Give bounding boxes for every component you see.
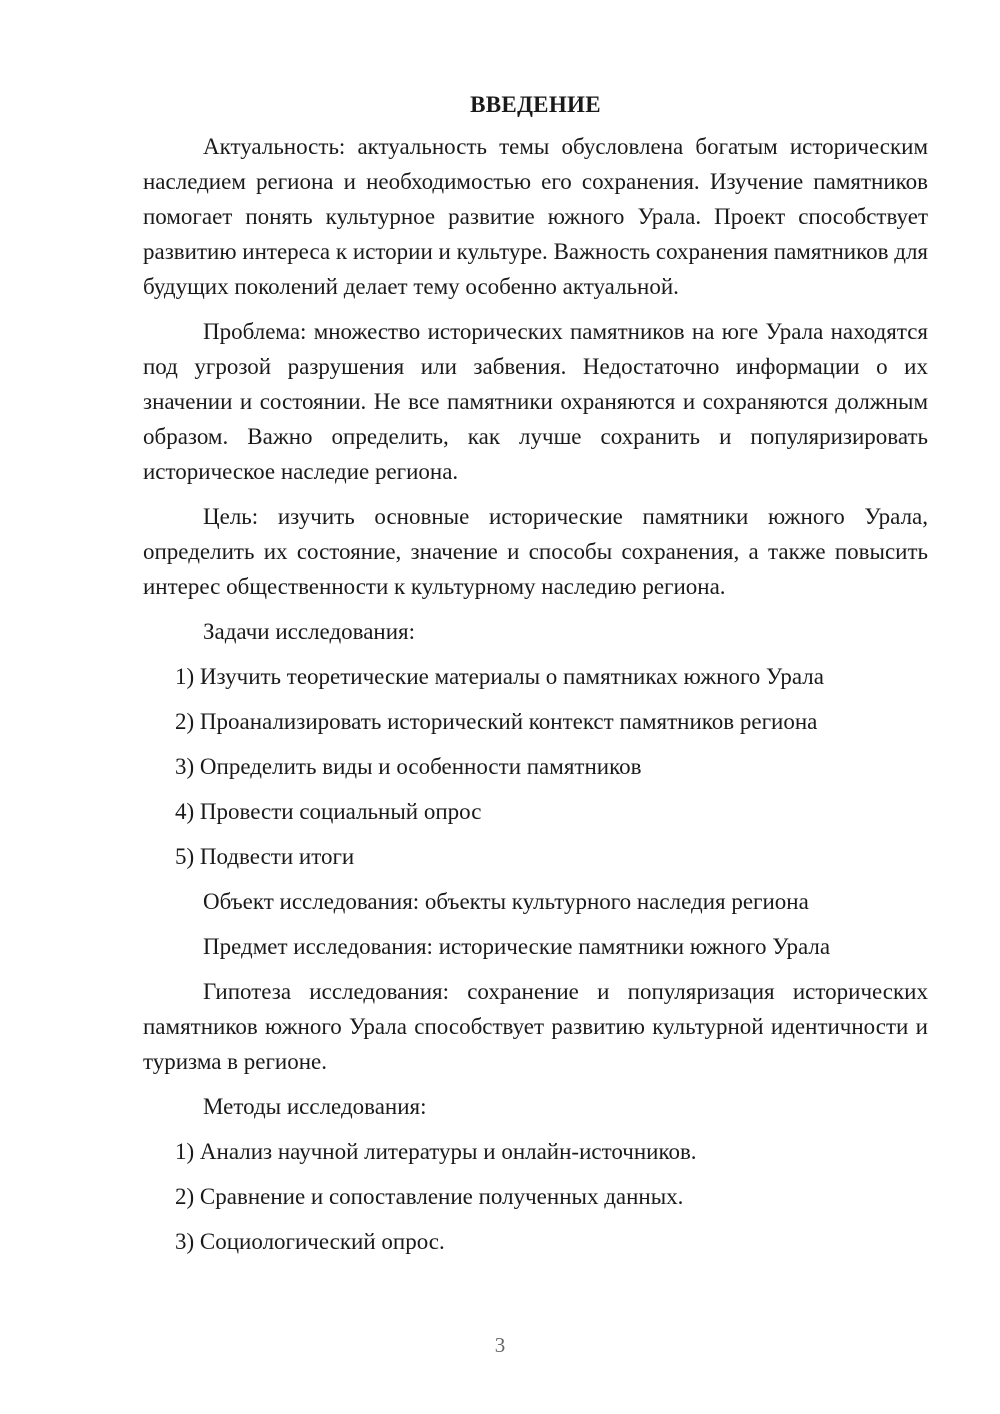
hypothesis-paragraph: Гипотеза исследования: сохранение и популяризация исторических памятников южного Урала способствует развитию культурной идентичности и туризма в регионе. — [143, 978, 928, 1074]
task-item: 5) Подвести итоги — [175, 843, 355, 869]
task-item: 2) Проанализировать исторический контекст памятников региона — [175, 708, 818, 734]
relevance-paragraph: Актуальность: актуальность темы обусловлена богатым историческим наследием региона и необходимостью его сохранения. Изучение памятников помогает понять культурное развитие южного Урала. Проект способствует развитию интереса к истории и культуре. Важность сохранения памятников для будущих поколений делает тему особенно актуальной. — [143, 133, 928, 299]
section-heading: ВВЕДЕНИЕ — [470, 92, 601, 117]
method-item: 2) Сравнение и сопоставление полученных данных. — [175, 1183, 684, 1209]
task-item: 1) Изучить теоретические материалы о памятниках южного Урала — [175, 663, 824, 689]
subject-line: Предмет исследования: исторические памятники южного Урала — [203, 933, 831, 959]
task-item: 4) Провести социальный опрос — [175, 798, 482, 824]
problem-paragraph: Проблема: множество исторических памятников на юге Урала находятся под угрозой разрушения или забвения. Недостаточно информации о их значении и состоянии. Не все памятники охраняются и сохраняются должным образом. Важно определить, как лучше сохранить и популяризировать историческое наследие региона. — [143, 318, 928, 484]
document-page — [143, 88, 928, 1269]
object-line: Объект исследования: объекты культурного наследия региона — [203, 888, 809, 914]
page-number: 3 — [494, 1333, 506, 1357]
method-item: 1) Анализ научной литературы и онлайн-источников. — [175, 1138, 697, 1164]
goal-paragraph: Цель: изучить основные исторические памятники южного Урала, определить их состояние, значение и способы сохранения, а также повысить интерес общественности к культурному наследию региона. — [143, 503, 928, 599]
methods-title: Методы исследования: — [203, 1093, 427, 1119]
method-item: 3) Социологический опрос. — [175, 1228, 445, 1254]
task-item: 3) Определить виды и особенности памятников — [175, 753, 642, 779]
tasks-title: Задачи исследования: — [203, 618, 416, 644]
